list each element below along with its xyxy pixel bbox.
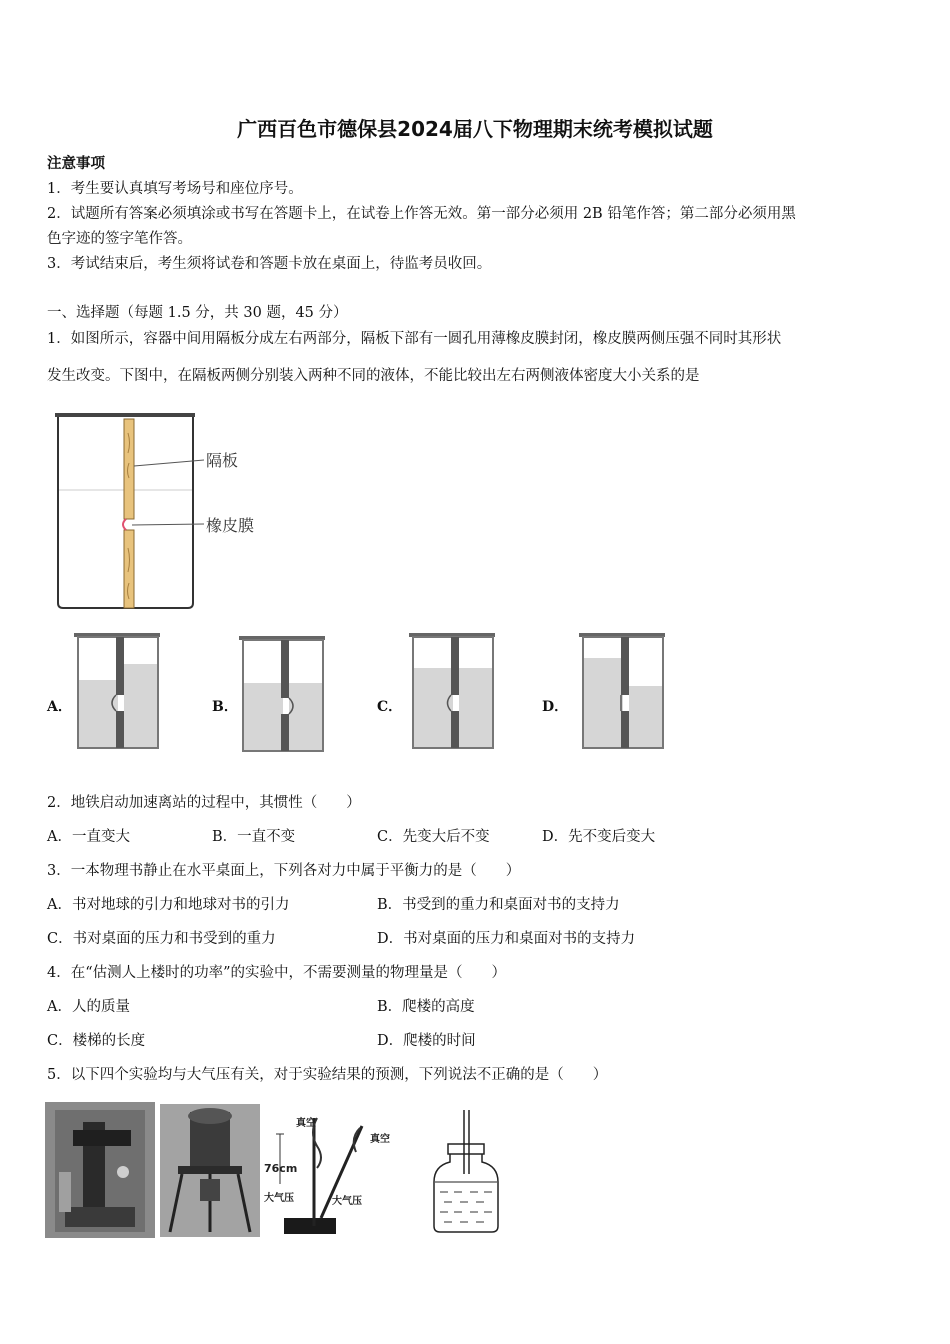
q4-option-a: A．人的质量 xyxy=(47,999,130,1015)
q1-option-d: D． xyxy=(542,699,569,715)
q2-option-c: C．先变大后不变 xyxy=(377,829,490,845)
q4-option-b: B．爬楼的高度 xyxy=(377,999,475,1015)
q5-diagram-3 xyxy=(262,1106,404,1239)
q1-option-d-figure xyxy=(577,630,669,752)
q1-option-c-figure xyxy=(407,630,499,752)
label-76cm: 76cm xyxy=(264,1162,298,1175)
label-vacuum-1: 真空 xyxy=(296,1118,316,1129)
label-membrane: 橡皮膜 xyxy=(206,516,255,535)
notice-item: 色字迹的签字笔作答。 xyxy=(47,231,192,247)
q1-stem-line2: 发生改变。下图中，在隔板两侧分别装入两种不同的液体，不能比较出左右两侧液体密度大小关系的是 xyxy=(47,368,700,384)
q1-option-b: B． xyxy=(212,699,238,715)
q2-option-b: B．一直不变 xyxy=(212,829,296,845)
q5-photo-1 xyxy=(45,1102,155,1238)
q3-option-d: D．书对桌面的压力和桌面对书的支持力 xyxy=(377,931,636,947)
q4-stem: 4．在“估测人上楼时的功率”的实验中，不需要测量的物理量是（ ） xyxy=(47,965,507,981)
q4-option-d: D．爬楼的时间 xyxy=(377,1033,476,1049)
q5-photo-2 xyxy=(160,1104,260,1237)
label-partition: 隔板 xyxy=(206,451,239,470)
q1-option-a: A． xyxy=(47,699,72,715)
q3-option-b: B．书受到的重力和桌面对书的支持力 xyxy=(377,897,620,913)
q3-stem: 3．一本物理书静止在水平桌面上，下列各对力中属于平衡力的是（ ） xyxy=(47,863,521,879)
q5-diagram-4 xyxy=(428,1108,504,1236)
q2-stem: 2．地铁启动加速离站的过程中，其惯性（ ） xyxy=(47,795,361,811)
notice-item: 2．试题所有答案必须填涂或书写在答题卡上，在试卷上作答无效。第一部分必须用 2B 铅笔作答；第二部分必须用黑 xyxy=(47,206,796,222)
q1-option-a-figure xyxy=(72,630,164,752)
label-atm-2: 大气压 xyxy=(332,1196,362,1207)
q1-stem-line1: 1．如图所示，容器中间用隔板分成左右两部分，隔板下部有一圆孔用薄橡皮膜封闭，橡皮膜两侧压强不同时其形状 xyxy=(47,331,782,347)
page-title: 广西百色市德保县2024届八下物理期末统考模拟试题 xyxy=(237,117,713,141)
label-vacuum-2: 真空 xyxy=(370,1134,390,1145)
q1-option-b-figure xyxy=(237,633,329,755)
notice-item: 3．考试结束后，考生须将试卷和答题卡放在桌面上，待监考员收回。 xyxy=(47,256,492,272)
q1-option-c: C． xyxy=(377,699,403,715)
q5-stem: 5．以下四个实验均与大气压有关，对于实验结果的预测，下列说法不正确的是（ ） xyxy=(47,1067,608,1083)
q3-option-c: C．书对桌面的压力和书受到的重力 xyxy=(47,931,276,947)
q1-container-figure xyxy=(50,408,310,613)
notice-heading: 注意事项 xyxy=(47,155,105,172)
q4-option-c: C．楼梯的长度 xyxy=(47,1033,146,1049)
notice-item: 1．考生要认真填写考场号和座位序号。 xyxy=(47,181,303,197)
q2-option-a: A．一直变大 xyxy=(47,829,130,845)
label-atm-1: 大气压 xyxy=(264,1193,294,1204)
section-heading: 一、选择题（每题 1.5 分，共 30 题，45 分） xyxy=(47,305,348,321)
q2-option-d: D．先不变后变大 xyxy=(542,829,656,845)
q3-option-a: A．书对地球的引力和地球对书的引力 xyxy=(47,897,290,913)
